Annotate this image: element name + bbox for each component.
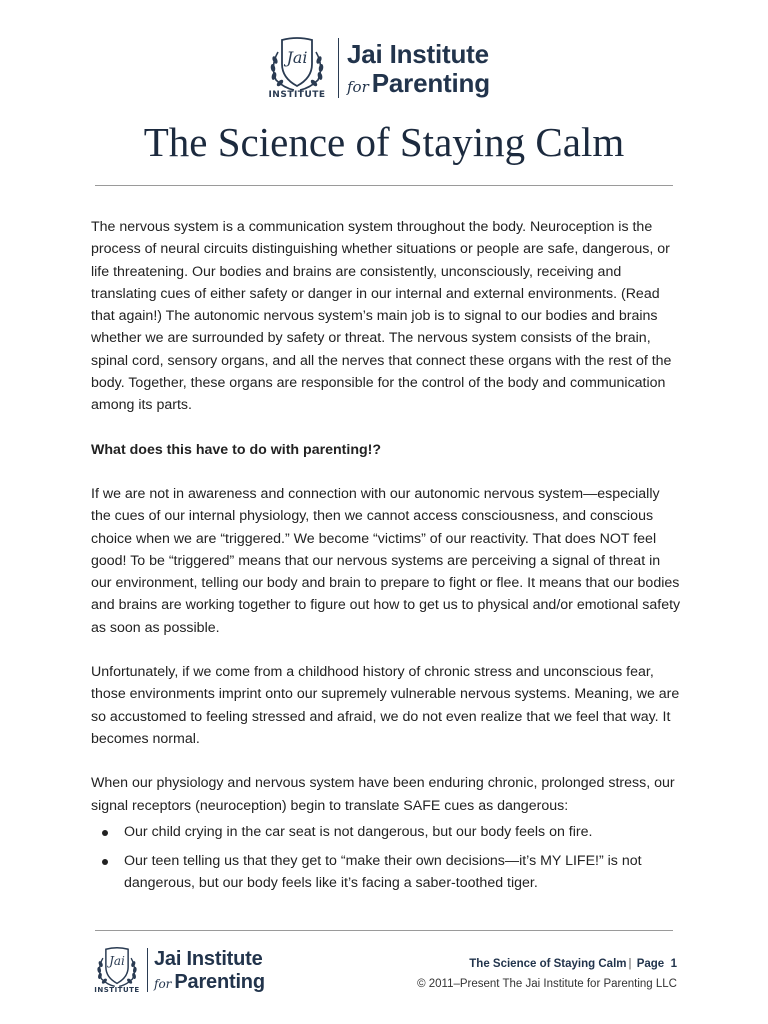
crest-script: Jai [286, 48, 308, 67]
paragraph-neuroception: When our physiology and nervous system have been enduring chronic, prolonged stress, our signal receptors (neuroception) begin to translate SAFE cues as dangerous: [91, 775, 675, 814]
footer-separator: | [628, 958, 632, 970]
bullet-list [91, 821, 681, 895]
footer-logo [94, 944, 265, 996]
paragraph-triggered: If we are not in awareness and connection with our autonomic nervous system—especially the cues of our internal physiology, then we cannot access consciousness, and conscious choice when we are “triggered.” We become “victims” of our reactivity. That does NOT feel good! To be “triggered” means that our nervous systems are perceiving a signal of threat in our environment, telling our body and brain to prepare to fight or flee. It means that our bodies and brains are working together to figure out how to get us to physical and/or emotional safety as soon as possible. [91, 485, 681, 636]
bullet-icon [102, 859, 108, 865]
paragraph-intro: The nervous system is a communication system throughout the body. Neuroception is the process of neural circuits distinguishing whether situations or people are safe, dangerous, or life threatening. Our bodies and brains are consistently, unconsciously, receiving and translating cues of either safety or danger in our internal and external environments. (Read that again!) The autonomic nervous system’s main job is to signal to our bodies and brains whether we are surrounded by safety or threat. The nervous system consists of the brain, spinal cord, sensory organs, and all the nerves that connect these organs with the rest of the body. Together, these organs are responsible for the control of the body and communication among its parts. [91, 219, 672, 414]
logo-for: for [154, 976, 172, 991]
footer-copyright: © 2011–Present The Jai Institute for Parenting LLC [417, 978, 677, 990]
logo-wordmark [347, 38, 490, 98]
crest-icon [94, 944, 140, 996]
bullet-icon [102, 830, 108, 836]
list-item-text: Our teen telling us that they get to “make their own decisions—it’s MY LIFE!” is not dangerous, but our body feels like it’s facing a saber-toothed tiger. [124, 853, 642, 892]
crest-word: INSTITUTE [94, 986, 140, 994]
footer-info [417, 954, 677, 994]
logo-line2 [154, 972, 265, 992]
footer-divider [95, 930, 673, 931]
logo-parenting: Parenting [371, 67, 490, 98]
title-divider [95, 185, 673, 186]
logo-line1: Jai Institute [154, 947, 263, 970]
logo-line1: Jai Institute [347, 38, 489, 69]
list-item-text: Our child crying in the car seat is not dangerous, but our body feels on fire. [124, 823, 593, 840]
logo-divider [147, 948, 148, 992]
logo-parenting: Parenting [174, 970, 265, 993]
page-title: The Science of Staying Calm [143, 119, 625, 165]
list-item [91, 821, 681, 843]
crest-script: Jai [109, 954, 125, 968]
section-question: What does this have to do with parenting!? [91, 441, 382, 458]
logo-wordmark [154, 949, 265, 992]
footer-page-label: Page [636, 958, 665, 970]
crest-icon [266, 34, 328, 102]
logo-for: for [347, 77, 369, 96]
footer-title-line [417, 954, 677, 974]
logo-divider [338, 38, 339, 98]
paragraph-childhood: Unfortunately, if we come from a childhood history of chronic stress and unconscious fear, those environments imprint onto our supremely vulnerable nervous systems. Meaning, we are so accustomed to feeling stressed and afraid, we do not even realize that we feel that way. It becomes normal. [91, 664, 680, 747]
document-body [91, 216, 681, 902]
footer-doc-title: The Science of Staying Calm [469, 958, 627, 970]
header-logo [266, 34, 490, 102]
logo-line2 [347, 67, 490, 98]
crest-word: INSTITUTE [268, 90, 326, 100]
list-item [91, 850, 681, 895]
page-number: 1 [670, 958, 677, 970]
